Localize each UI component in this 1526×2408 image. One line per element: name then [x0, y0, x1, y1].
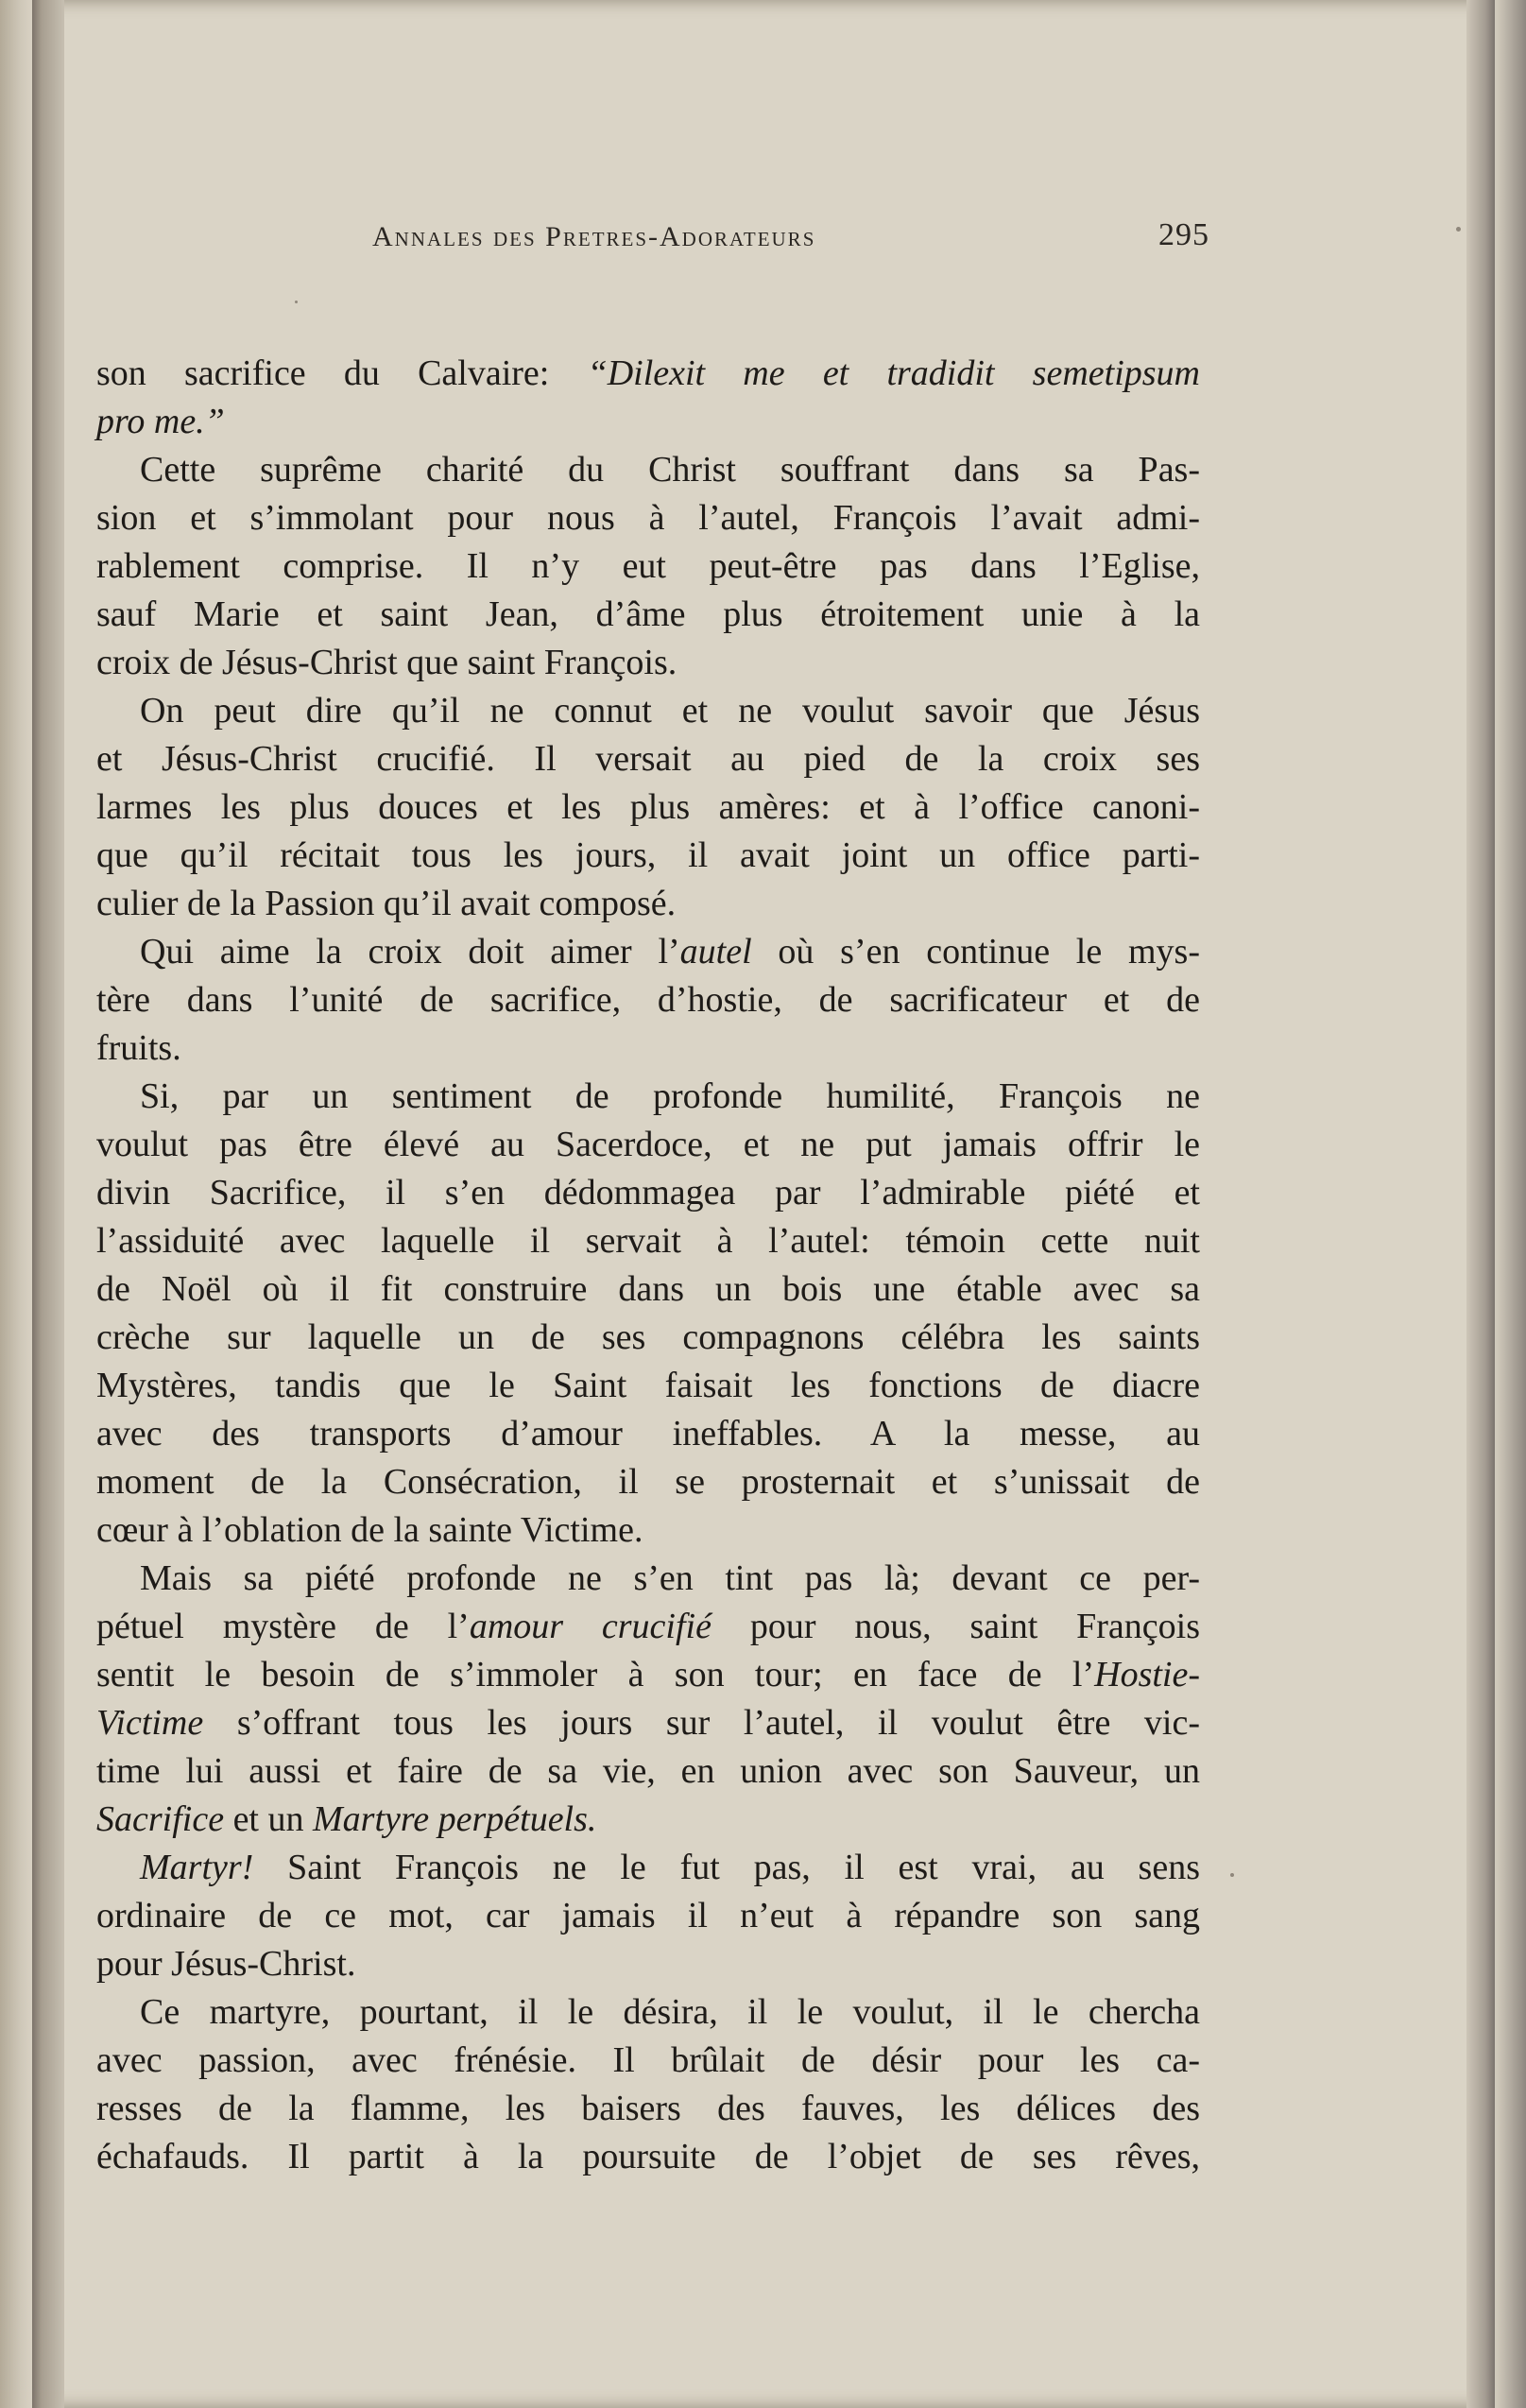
paper-speck: [1456, 227, 1461, 232]
text-line: pro me.”: [96, 402, 225, 441]
text-line: voulut pas être élevé au Sacerdoce, et ne put jamais offrir le: [96, 1125, 1200, 1164]
text-line: et Jésus-Christ crucifié. Il versait au pied de la croix ses: [96, 739, 1200, 779]
running-title: Annales des Pretres-Adorateurs: [372, 221, 816, 252]
text-line: pétuel mystère de l’amour crucifié pour nous, saint François: [96, 1607, 1200, 1646]
text-line: Mais sa piété profonde ne s’en tint pas là; devant ce per-: [140, 1558, 1200, 1598]
running-head: [372, 217, 1209, 259]
text-line: Cette suprême charité du Christ souffrant dans sa Pas-: [140, 450, 1200, 490]
text-line: fruits.: [96, 1028, 181, 1068]
text-line: Mystères, tandis que le Saint faisait les fonctions de diacre: [96, 1366, 1200, 1405]
text-line: resses de la flamme, les baisers des fauves, les délices des: [96, 2089, 1200, 2128]
text-line: larmes les plus douces et les plus amères: et à l’office canoni-: [96, 787, 1200, 827]
text-line: tère dans l’unité de sacrifice, d’hostie, de sacrificateur et de: [96, 980, 1200, 1020]
text-line: l’assiduité avec laquelle il servait à l’autel: témoin cette nuit: [96, 1221, 1200, 1261]
text-line: échafauds. Il partit à la poursuite de l’objet de ses rêves,: [96, 2137, 1200, 2176]
text-line: On peut dire qu’il ne connut et ne voulut savoir que Jésus: [140, 691, 1200, 731]
text-line: crèche sur laquelle un de ses compagnons célébra les saints: [96, 1317, 1200, 1357]
text-line: sion et s’immolant pour nous à l’autel, François l’avait admi-: [96, 498, 1200, 538]
text-line: ordinaire de ce mot, car jamais il n’eut à répandre son sang: [96, 1896, 1200, 1935]
body-text: [96, 350, 1200, 2181]
text-line: avec passion, avec frénésie. Il brûlait de désir pour les ca-: [96, 2040, 1200, 2080]
binding-shadow: [32, 0, 64, 2408]
text-line: sauf Marie et saint Jean, d’âme plus étroitement unie à la: [96, 594, 1200, 634]
text-line: cœur à l’oblation de la sainte Victime.: [96, 1510, 643, 1550]
text-line: Martyr! Saint François ne le fut pas, il est vrai, au sens: [140, 1848, 1200, 1887]
text-line: sentit le besoin de s’immoler à son tour; en face de l’Hostie-: [96, 1655, 1200, 1694]
text-line: de Noël où il fit construire dans un bois une étable avec sa: [96, 1269, 1200, 1309]
text-line: divin Sacrifice, il s’en dédommagea par l’admirable piété et: [96, 1173, 1200, 1213]
paper-speck: [295, 301, 298, 303]
page-number: 295: [1158, 217, 1209, 252]
text-line: que qu’il récitait tous les jours, il avait joint un office parti-: [96, 835, 1200, 875]
text-line: culier de la Passion qu’il avait composé.: [96, 884, 677, 923]
text-line: Qui aime la croix doit aimer l’autel où s’en continue le mys-: [140, 932, 1200, 972]
text-line: Sacrifice et un Martyre perpétuels.: [96, 1799, 597, 1839]
text-line: son sacrifice du Calvaire: “Dilexit me et tradidit semetipsum: [96, 353, 1200, 393]
text-line: croix de Jésus-Christ que saint François.: [96, 643, 677, 682]
text-line: avec des transports d’amour ineffables. A la messe, au: [96, 1414, 1200, 1453]
text-line: moment de la Consécration, il se prosternait et s’unissait de: [96, 1462, 1200, 1502]
page-edge: [1466, 0, 1495, 2408]
paper-speck: [1230, 1873, 1234, 1877]
text-line: rablement comprise. Il n’y eut peut-être pas dans l’Eglise,: [96, 546, 1200, 586]
text-line: Ce martyre, pourtant, il le désira, il le voulut, il le chercha: [140, 1992, 1200, 2032]
text-line: Victime s’offrant tous les jours sur l’autel, il voulut être vic-: [96, 1703, 1200, 1743]
text-line: time lui aussi et faire de sa vie, en union avec son Sauveur, un: [96, 1751, 1200, 1791]
text-line: pour Jésus-Christ.: [96, 1944, 356, 1984]
text-line: Si, par un sentiment de profonde humilité, François ne: [140, 1076, 1200, 1116]
